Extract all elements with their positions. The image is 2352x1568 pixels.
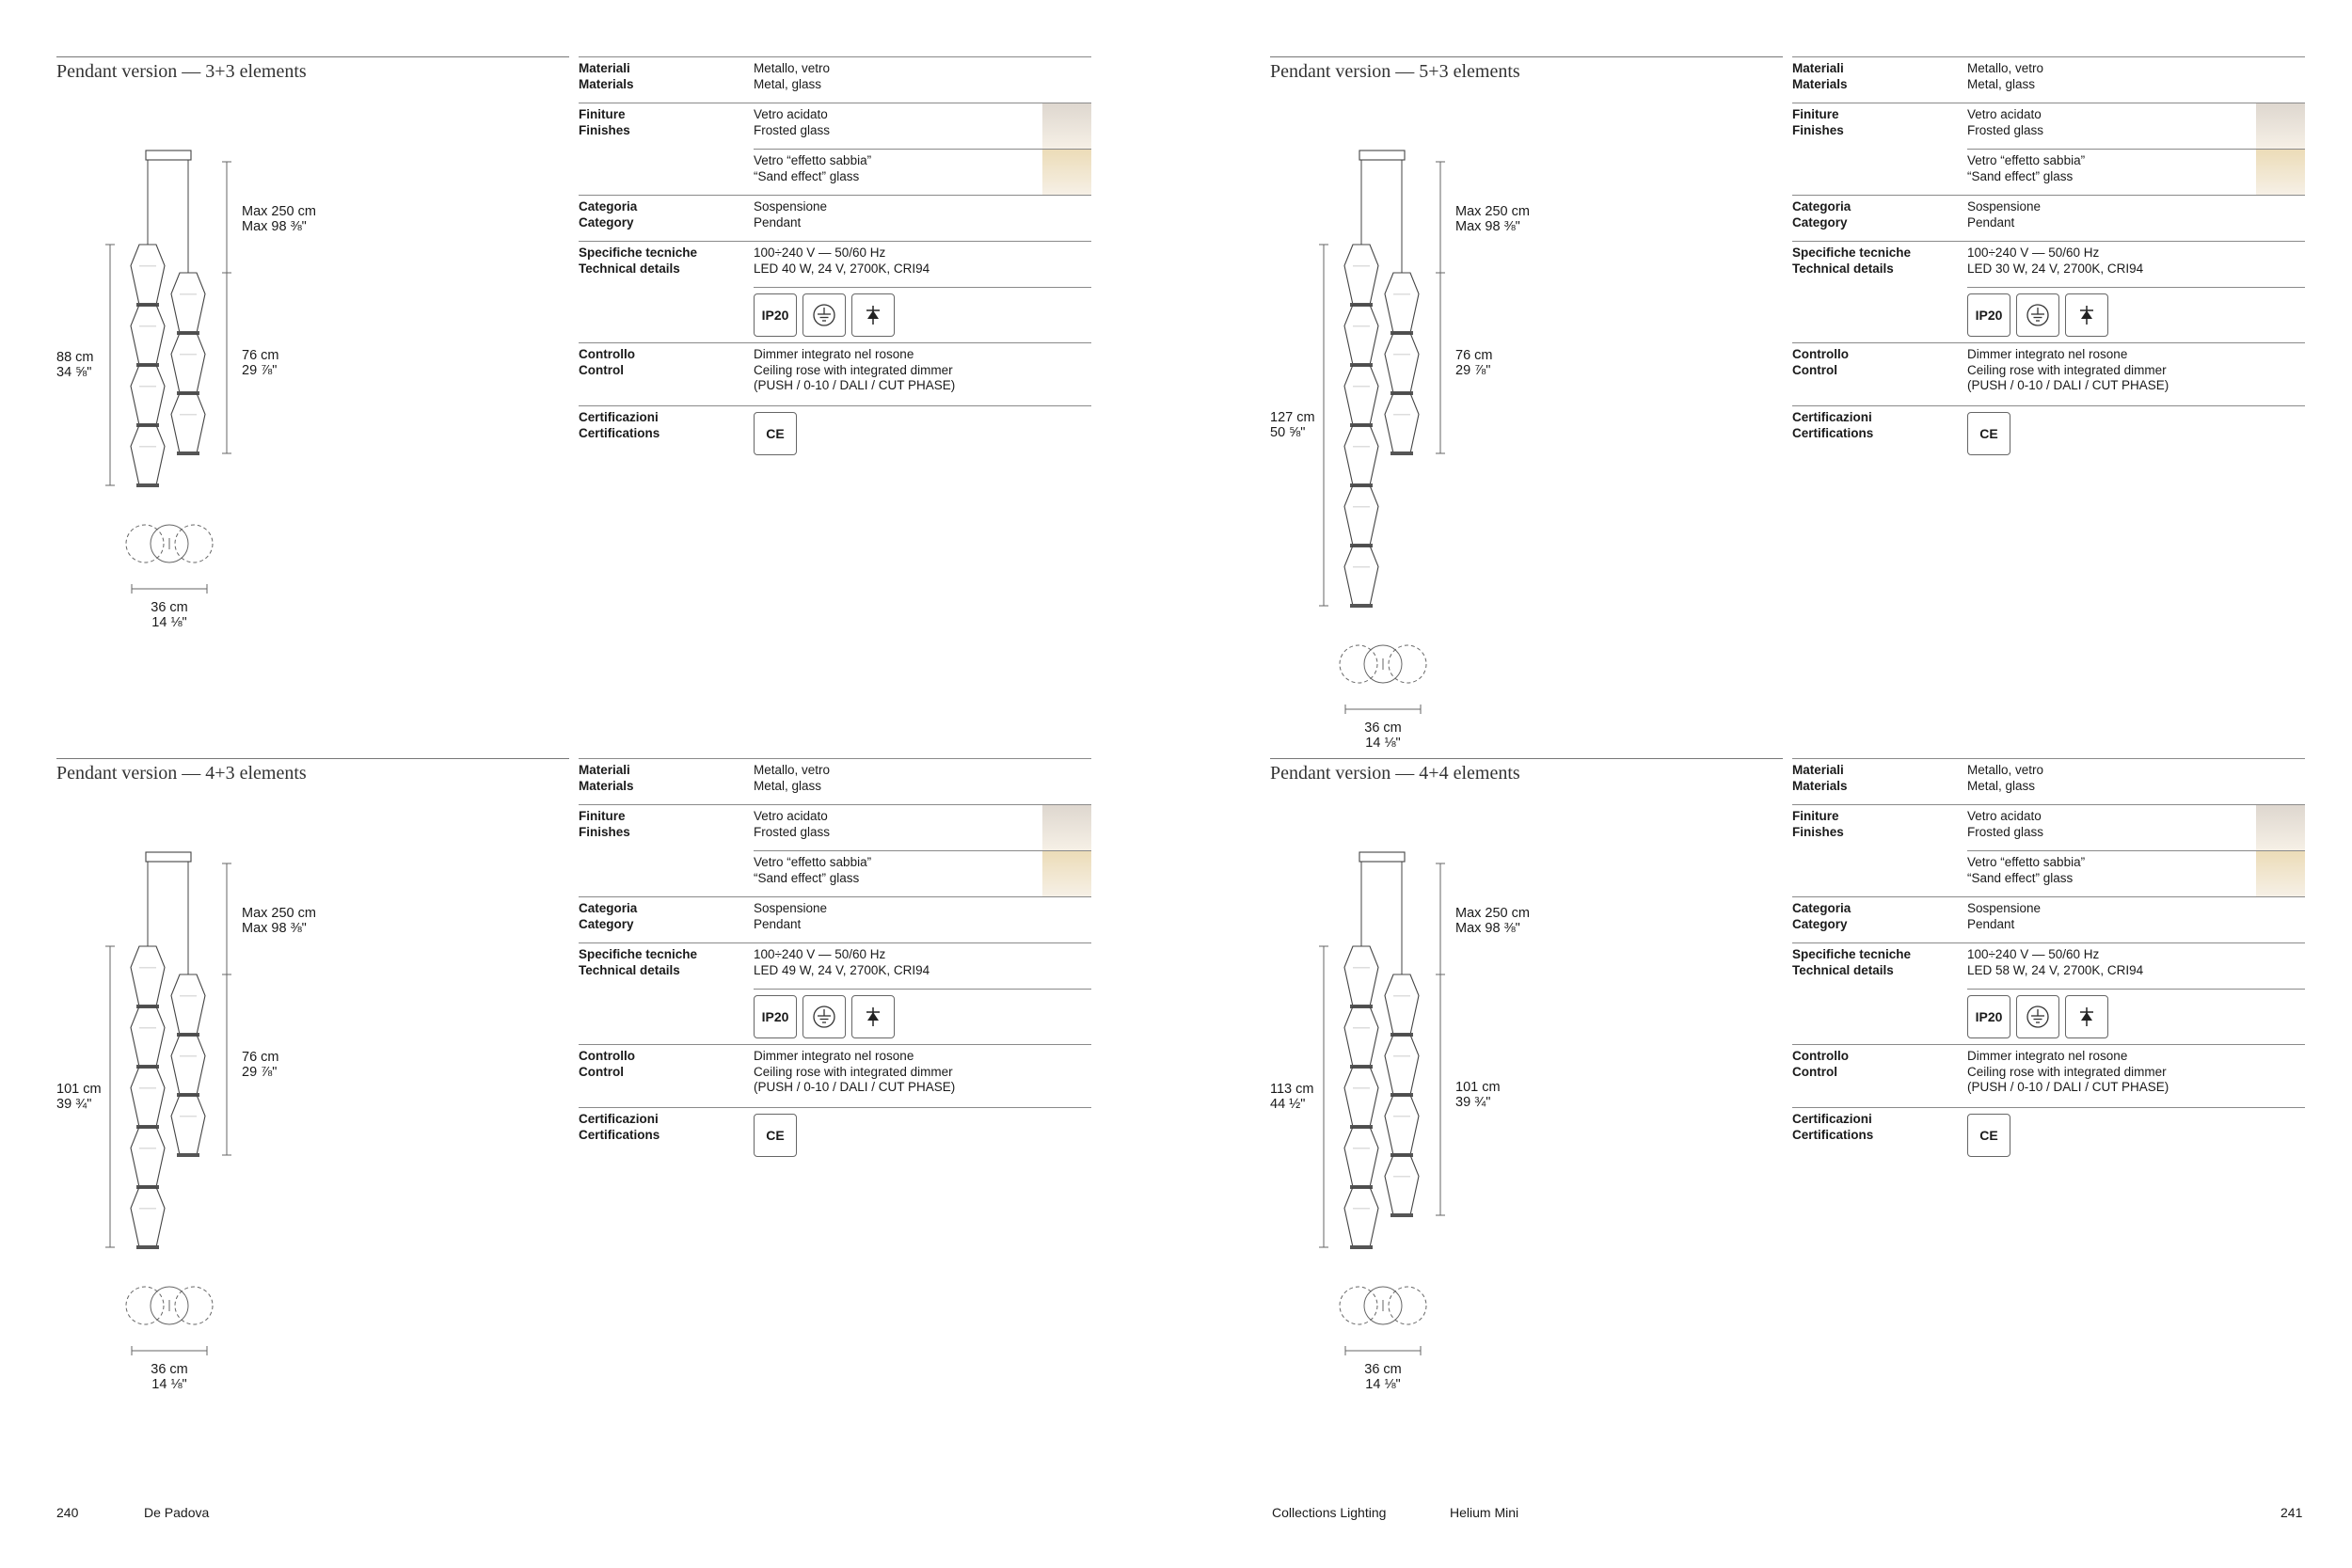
value-en: “Sand effect” glass <box>1967 870 2074 885</box>
control-modes: (PUSH / 0-10 / DALI / CUT PHASE) <box>754 1080 956 1094</box>
certifications-row <box>1792 405 2305 455</box>
tech-icons <box>754 989 1091 1044</box>
value-it: Vetro acidato <box>1967 107 2042 121</box>
label-en: Technical details <box>1792 962 1894 977</box>
spec-table <box>579 56 1091 455</box>
dim-cm: 101 cm <box>56 1082 102 1097</box>
value-en: “Sand effect” glass <box>1967 168 2074 183</box>
finish-frosted <box>1967 805 2305 850</box>
technical-row <box>579 942 1091 1044</box>
spec-table <box>1792 758 2305 1157</box>
product-variant-section <box>1270 56 2305 751</box>
control-modes: (PUSH / 0-10 / DALI / CUT PHASE) <box>1967 1080 2169 1094</box>
label-en: Materials <box>1792 778 1848 793</box>
metal-ring <box>1350 604 1373 608</box>
dim-in: 14 ⅛" <box>151 1377 187 1392</box>
control-modes: (PUSH / 0-10 / DALI / CUT PHASE) <box>1967 378 2169 392</box>
plan-view-outline <box>1340 1287 1377 1324</box>
value-en: “Sand effect” glass <box>754 168 860 183</box>
finishes-row <box>579 103 1091 195</box>
value-en: “Sand effect” glass <box>754 870 860 885</box>
value-it: Sospensione <box>1967 901 2042 915</box>
dim-in: Max 98 ⅜" <box>242 921 307 936</box>
label-it: Certificazioni <box>1792 1112 1872 1126</box>
technical-row <box>1792 942 2305 1044</box>
label-en: Control <box>579 1064 624 1079</box>
value-it: Vetro “effetto sabbia” <box>754 153 872 167</box>
ceiling-rose <box>1359 852 1405 862</box>
value-en: Frosted glass <box>1967 122 2044 137</box>
value-it: Metallo, vetro <box>1967 61 2044 75</box>
led-driver-icon <box>2065 293 2108 337</box>
glass-element <box>1344 946 1378 1006</box>
glass-element <box>1344 365 1378 425</box>
technical-row <box>1792 241 2305 342</box>
value-en: Metal, glass <box>1967 778 2036 793</box>
value-it: Dimmer integrato nel rosone <box>754 1049 914 1063</box>
label-en: Category <box>579 214 634 230</box>
label-it: Materiali <box>579 763 630 777</box>
sand-swatch <box>1042 851 1091 896</box>
glass-element <box>131 946 165 1006</box>
glass-element <box>1344 546 1378 606</box>
dim-in: Max 98 ⅜" <box>1455 921 1520 936</box>
glass-element <box>171 1035 205 1095</box>
glass-element <box>171 273 205 333</box>
label-it: Controllo <box>579 1049 635 1063</box>
ip20-icon: IP20 <box>754 995 797 1038</box>
glass-element <box>1385 1035 1419 1095</box>
dim-in: 14 ⅛" <box>151 615 187 630</box>
ip20-icon: IP20 <box>754 293 797 337</box>
frosted-swatch <box>2256 103 2305 149</box>
led-driver-icon <box>2065 995 2108 1038</box>
metal-ring <box>136 483 159 487</box>
dim-cm: Max 250 cm <box>242 906 316 921</box>
finish-frosted <box>1967 103 2305 149</box>
ip20-icon: IP20 <box>1967 995 2010 1038</box>
dim-in: 34 ⅝" <box>56 365 92 380</box>
value-en: Ceiling rose with integrated dimmer <box>754 1064 953 1079</box>
control-row <box>579 342 1091 405</box>
right-page-number: 241 <box>2280 1505 2303 1520</box>
footer-product: Helium Mini <box>1450 1505 1519 1520</box>
metal-ring <box>177 451 199 455</box>
glass-element <box>1344 245 1378 305</box>
value-it: Vetro acidato <box>1967 809 2042 823</box>
glass-element <box>1385 273 1419 333</box>
glass-element <box>131 1006 165 1067</box>
finish-sand <box>1967 850 2305 896</box>
glass-element <box>171 393 205 453</box>
dim-in: 14 ⅛" <box>1365 736 1401 751</box>
label-en: Control <box>1792 362 1837 377</box>
category-row <box>579 896 1091 942</box>
dimension-drawing <box>56 796 527 1398</box>
dim-cm: Max 250 cm <box>1455 906 1530 921</box>
finish-frosted <box>754 805 1091 850</box>
label-en: Certifications <box>1792 1127 1874 1142</box>
value-en: Metal, glass <box>1967 76 2036 91</box>
label-en: Certifications <box>1792 425 1874 440</box>
value-en: Pendant <box>754 214 802 230</box>
dim-in: 39 ¾" <box>56 1097 92 1112</box>
value-en: Ceiling rose with integrated dimmer <box>1967 362 2167 377</box>
control-modes: (PUSH / 0-10 / DALI / CUT PHASE) <box>754 378 956 392</box>
finishes-row <box>579 804 1091 896</box>
ground-icon <box>803 995 846 1038</box>
glass-element <box>171 974 205 1035</box>
led-driver-icon <box>851 995 895 1038</box>
dim-cm: 36 cm <box>1364 1362 1402 1377</box>
dim-cm: 36 cm <box>151 600 188 615</box>
plan-view-outline <box>1389 645 1426 683</box>
ce-mark-icon: CE <box>1967 1114 2010 1157</box>
glass-element <box>1385 1155 1419 1215</box>
ceiling-rose <box>146 852 191 862</box>
glass-element <box>131 365 165 425</box>
control-row <box>1792 1044 2305 1107</box>
value-en: Ceiling rose with integrated dimmer <box>1967 1064 2167 1079</box>
label-en: Finishes <box>1792 122 1844 137</box>
glass-element <box>1385 333 1419 393</box>
led-spec: LED 49 W, 24 V, 2700K, CRI94 <box>754 962 930 977</box>
label-it: Specifiche tecniche <box>1792 245 1912 260</box>
glass-element <box>131 425 165 485</box>
value-en: Pendant <box>754 916 802 931</box>
frosted-swatch <box>1042 103 1091 149</box>
label-it: Finiture <box>579 809 626 823</box>
product-variant-section <box>1270 758 2305 1435</box>
value-it: Metallo, vetro <box>1967 763 2044 777</box>
dimension-drawing <box>1270 796 1740 1398</box>
dimension-drawing <box>1270 94 1740 751</box>
metal-ring <box>1391 1213 1413 1217</box>
glass-element <box>1344 305 1378 365</box>
glass-element <box>1344 1127 1378 1187</box>
value-en: Ceiling rose with integrated dimmer <box>754 362 953 377</box>
ground-icon <box>2016 995 2059 1038</box>
label-it: Certificazioni <box>579 410 659 424</box>
glass-element <box>131 245 165 305</box>
glass-element <box>171 1095 205 1155</box>
sand-swatch <box>2256 150 2305 195</box>
label-it: Certificazioni <box>1792 410 1872 424</box>
dimension-drawing <box>56 94 527 696</box>
metal-ring <box>1350 1245 1373 1249</box>
product-variant-section <box>56 56 1091 734</box>
dim-cm: 76 cm <box>1455 348 1493 363</box>
certifications-row <box>1792 1107 2305 1157</box>
plan-view-outline <box>175 1287 213 1324</box>
frosted-swatch <box>2256 805 2305 850</box>
glass-element <box>131 1187 165 1247</box>
variant-title: Pendant version — 4+4 elements <box>1270 758 1783 784</box>
sand-swatch <box>1042 150 1091 195</box>
glass-element <box>131 1067 165 1127</box>
control-row <box>579 1044 1091 1107</box>
glass-element <box>1385 393 1419 453</box>
dim-in: 29 ⅞" <box>1455 363 1491 378</box>
value-it: Vetro “effetto sabbia” <box>1967 153 2086 167</box>
ce-mark-icon: CE <box>754 412 797 455</box>
led-spec: LED 40 W, 24 V, 2700K, CRI94 <box>754 261 930 276</box>
value-it: Sospensione <box>754 199 828 214</box>
variant-title: Pendant version — 3+3 elements <box>56 56 569 83</box>
dim-in: Max 98 ⅜" <box>1455 219 1520 234</box>
category-row <box>579 195 1091 241</box>
value-en: Pendant <box>1967 916 2015 931</box>
label-it: Categoria <box>1792 199 1851 214</box>
label-it: Materiali <box>1792 61 1844 75</box>
footer-brand: De Padova <box>144 1505 210 1520</box>
materials-row <box>579 56 1091 103</box>
led-spec: LED 30 W, 24 V, 2700K, CRI94 <box>1967 261 2144 276</box>
value-it: Vetro acidato <box>754 107 828 121</box>
dim-cm: 127 cm <box>1270 410 1315 425</box>
ceiling-rose <box>1359 150 1405 160</box>
metal-ring <box>177 1153 199 1157</box>
value-it: Vetro “effetto sabbia” <box>1967 855 2086 869</box>
voltage: 100÷240 V — 50/60 Hz <box>754 947 886 961</box>
value-it: Vetro acidato <box>754 809 828 823</box>
label-en: Materials <box>579 76 634 91</box>
label-it: Specifiche tecniche <box>579 947 698 961</box>
ip20-icon: IP20 <box>1967 293 2010 337</box>
label-en: Materials <box>1792 76 1848 91</box>
label-it: Controllo <box>1792 1049 1849 1063</box>
value-en: Frosted glass <box>754 824 831 839</box>
value-it: Vetro “effetto sabbia” <box>754 855 872 869</box>
label-it: Specifiche tecniche <box>1792 947 1912 961</box>
label-en: Category <box>579 916 634 931</box>
glass-element <box>1344 425 1378 485</box>
glass-element <box>131 1127 165 1187</box>
ce-mark-icon: CE <box>1967 412 2010 455</box>
dim-cm: 76 cm <box>242 1050 279 1065</box>
dim-in: 44 ½" <box>1270 1097 1306 1112</box>
frosted-swatch <box>1042 805 1091 850</box>
label-it: Controllo <box>1792 347 1849 361</box>
value-it: Metallo, vetro <box>754 763 831 777</box>
technical-row <box>579 241 1091 342</box>
dim-cm: 101 cm <box>1455 1080 1501 1095</box>
voltage: 100÷240 V — 50/60 Hz <box>754 245 886 260</box>
sand-swatch <box>2256 851 2305 896</box>
glass-element <box>1344 1067 1378 1127</box>
plan-view-outline <box>1389 1287 1426 1324</box>
dim-cm: Max 250 cm <box>242 204 316 219</box>
finish-frosted <box>754 103 1091 149</box>
plan-view-outline <box>175 525 213 562</box>
product-variant-section <box>56 758 1091 1435</box>
dim-cm: 36 cm <box>1364 721 1402 736</box>
voltage: 100÷240 V — 50/60 Hz <box>1967 947 2100 961</box>
label-en: Technical details <box>579 962 680 977</box>
label-it: Materiali <box>579 61 630 75</box>
glass-element <box>171 333 205 393</box>
label-it: Controllo <box>579 347 635 361</box>
label-it: Certificazioni <box>579 1112 659 1126</box>
dim-cm: 88 cm <box>56 350 94 365</box>
label-en: Finishes <box>579 824 630 839</box>
led-driver-icon <box>851 293 895 337</box>
label-en: Finishes <box>579 122 630 137</box>
dim-cm: 113 cm <box>1270 1082 1314 1097</box>
label-en: Technical details <box>579 261 680 276</box>
value-en: Frosted glass <box>754 122 831 137</box>
tech-icons <box>1967 989 2305 1044</box>
footer-collection: Collections Lighting <box>1272 1505 1387 1520</box>
tech-icons <box>1967 287 2305 342</box>
spec-table <box>1792 56 2305 455</box>
finish-sand <box>1967 149 2305 195</box>
label-en: Category <box>1792 916 1848 931</box>
dim-in: 29 ⅞" <box>242 1065 278 1080</box>
value-it: Dimmer integrato nel rosone <box>1967 347 2128 361</box>
label-it: Materiali <box>1792 763 1844 777</box>
variant-title: Pendant version — 5+3 elements <box>1270 56 1783 83</box>
glass-element <box>1344 485 1378 546</box>
label-it: Finiture <box>579 107 626 121</box>
value-it: Sospensione <box>1967 199 2042 214</box>
glass-element <box>1344 1187 1378 1247</box>
value-en: Metal, glass <box>754 76 822 91</box>
label-en: Control <box>1792 1064 1837 1079</box>
dim-cm: 36 cm <box>151 1362 188 1377</box>
dim-cm: Max 250 cm <box>1455 204 1530 219</box>
left-page-number: 240 <box>56 1505 79 1520</box>
ce-mark-icon: CE <box>754 1114 797 1157</box>
label-en: Control <box>579 362 624 377</box>
glass-element <box>1344 1006 1378 1067</box>
led-spec: LED 58 W, 24 V, 2700K, CRI94 <box>1967 962 2144 977</box>
label-en: Materials <box>579 778 634 793</box>
label-it: Finiture <box>1792 809 1839 823</box>
label-en: Technical details <box>1792 261 1894 276</box>
dim-in: 39 ¾" <box>1455 1095 1491 1110</box>
value-it: Sospensione <box>754 901 828 915</box>
dim-in: 14 ⅛" <box>1365 1377 1401 1392</box>
glass-element <box>1385 974 1419 1035</box>
control-row <box>1792 342 2305 405</box>
label-en: Finishes <box>1792 824 1844 839</box>
value-en: Frosted glass <box>1967 824 2044 839</box>
finish-sand <box>754 850 1091 896</box>
materials-row <box>579 758 1091 804</box>
ceiling-rose <box>146 150 191 160</box>
ground-icon <box>803 293 846 337</box>
dim-in: Max 98 ⅜" <box>242 219 307 234</box>
metal-ring <box>1391 451 1413 455</box>
label-it: Finiture <box>1792 107 1839 121</box>
certifications-row <box>579 1107 1091 1157</box>
value-it: Dimmer integrato nel rosone <box>1967 1049 2128 1063</box>
plan-view-outline <box>1340 645 1377 683</box>
label-en: Certifications <box>579 1127 660 1142</box>
glass-element <box>131 305 165 365</box>
dim-cm: 76 cm <box>242 348 279 363</box>
label-it: Specifiche tecniche <box>579 245 698 260</box>
dim-in: 50 ⅝" <box>1270 425 1306 440</box>
ground-icon <box>2016 293 2059 337</box>
dim-in: 29 ⅞" <box>242 363 278 378</box>
value-en: Metal, glass <box>754 778 822 793</box>
label-en: Certifications <box>579 425 660 440</box>
materials-row <box>1792 758 2305 804</box>
finishes-row <box>1792 103 2305 195</box>
category-row <box>1792 195 2305 241</box>
value-it: Metallo, vetro <box>754 61 831 75</box>
value-en: Pendant <box>1967 214 2015 230</box>
category-row <box>1792 896 2305 942</box>
tech-icons <box>754 287 1091 342</box>
label-it: Categoria <box>1792 901 1851 915</box>
label-it: Categoria <box>579 199 638 214</box>
certifications-row <box>579 405 1091 455</box>
value-it: Dimmer integrato nel rosone <box>754 347 914 361</box>
voltage: 100÷240 V — 50/60 Hz <box>1967 245 2100 260</box>
finishes-row <box>1792 804 2305 896</box>
materials-row <box>1792 56 2305 103</box>
label-en: Category <box>1792 214 1848 230</box>
metal-ring <box>136 1245 159 1249</box>
glass-element <box>1385 1095 1419 1155</box>
plan-view-outline <box>126 1287 164 1324</box>
variant-title: Pendant version — 4+3 elements <box>56 758 569 784</box>
label-it: Categoria <box>579 901 638 915</box>
spec-table <box>579 758 1091 1157</box>
plan-view-outline <box>126 525 164 562</box>
finish-sand <box>754 149 1091 195</box>
